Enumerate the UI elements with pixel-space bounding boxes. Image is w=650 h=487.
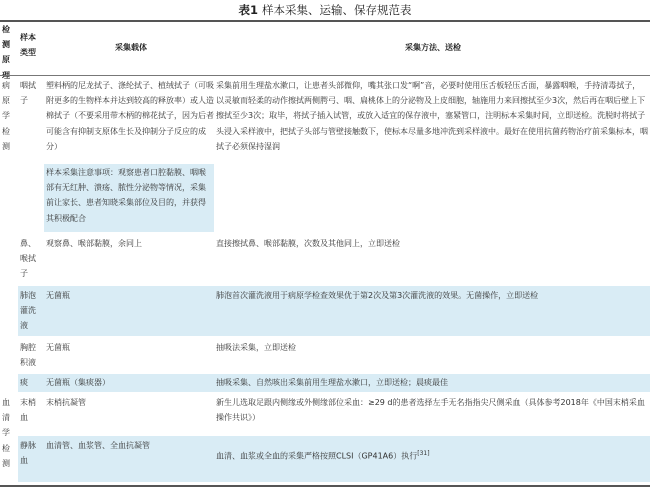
bottom-rule	[0, 485, 650, 487]
row-carrier-sputum: 无菌瓶（集痰器）	[46, 378, 110, 387]
row-method-peripheral-blood: 新生儿选取足跟内侧缘或外侧缘部位采血：≥29 d的患者选择左手无名指指尖尺侧采血（具体参考2018年《中国末梢采血操作共识》）	[216, 398, 645, 423]
table-caption: 样本采集、运输、保存规范表	[262, 3, 412, 17]
row-carrier-throat-swab: 塑料柄的尼龙拭子、涤纶拭子、植绒拭子（可吸附更多的生物样本并达到较高的释放率）或人造棉拭子（不要采用带木柄的棉花拭子，因为后者可能含有抑制支原体生长及抑制分子反应的成分）	[46, 81, 214, 151]
citation-ref[interactable]: [31]	[417, 450, 430, 457]
row-carrier-nasal-swab: 观察鼻、喉部黏膜，余同上	[46, 239, 142, 248]
header-principle: 检测原理	[2, 25, 10, 80]
sampling-note: 样本采集注意事项：观察患者口腔黏膜、咽喉部有无红肿、溃疡、脓性分泌物等情况，采集前让家长、患者知晓采集部位及目的，并获得其积极配合	[46, 168, 206, 223]
row-carrier-balf: 无菌瓶	[46, 291, 70, 300]
row-type-balf: 肺泡灌洗液	[20, 291, 36, 331]
row-carrier-pleural: 无菌瓶	[46, 343, 70, 352]
table-title	[0, 0, 650, 20]
row-carrier-venous-blood: 血清管、血浆管、全血抗凝管	[46, 441, 150, 450]
row-carrier-peripheral-blood: 末梢抗凝管	[46, 398, 86, 407]
row-method-pleural: 抽吸法采集，立即送检	[216, 343, 296, 352]
venous-blood-method-text: 血清、血浆或全血的采集严格按照CLSI（GP41A6）执行	[216, 451, 418, 461]
row-type-nasal-swab: 鼻、喉拭子	[20, 239, 36, 279]
row-type-throat-swab: 咽拭子	[20, 81, 36, 106]
row-type-peripheral-blood: 末梢血	[20, 398, 36, 423]
row-type-sputum: 痰	[20, 378, 28, 387]
top-rule	[0, 20, 650, 22]
group-serology: 血清学检测	[2, 398, 10, 468]
header-method: 采集方法、送检	[405, 43, 461, 52]
row-type-pleural: 胸腔积液	[20, 343, 36, 368]
row-method-sputum: 抽吸采集、自然咳出采集前用生理盐水漱口，立即送检；晨痰最佳	[216, 378, 448, 387]
row-method-venous-blood	[216, 446, 648, 464]
row-type-venous-blood: 静脉血	[20, 441, 36, 466]
header-sample-type: 样本类型	[20, 33, 36, 58]
table-number: 表1	[238, 3, 258, 17]
row-method-balf: 肺泡首次灌洗液用于病原学检查效果优于第2次及第3次灌洗液的效果。无菌操作，立即送检	[216, 291, 539, 300]
row-method-throat-swab: 采集前用生理盐水漱口，让患者头部微仰，嘴其张口发“啊”音，必要时使用压舌板轻压舌面，暴露咽喉，手持清毒拭子，以灵敏而轻柔的动作擦拭两侧腭弓、咽、扁桃体上的分泌物及上皮细胞，轴施用力来回擦拭至少3次，然后再在咽后壁上下擦拭至少3次；取毕，将拭子插入试管，或放入适宜的保存液中，塞紧管口，注明标本采集时间，立即送检。洗脱时将拭子头浸入采样液中，把拭子头部与管壁接触数下，使标本尽量多地冲洗到采样液中。最好在使用抗菌药物治疗前采集标本，咽拭子必须保持湿润	[216, 81, 648, 151]
group-pathogen: 病原学检测	[2, 81, 10, 151]
header-carrier: 采集载体	[115, 43, 147, 52]
header-rule	[0, 75, 650, 76]
row-method-nasal-swab: 直接擦拭鼻、喉部黏膜，次数及其他同上，立即送检	[216, 239, 400, 248]
